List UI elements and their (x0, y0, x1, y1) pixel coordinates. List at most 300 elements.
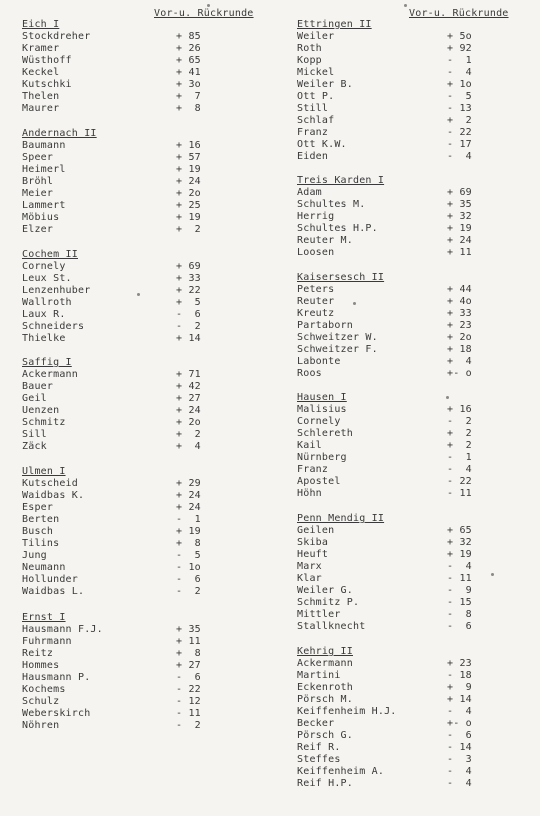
player-row (22, 261, 247, 273)
player-row (297, 754, 532, 766)
team-block (22, 357, 247, 453)
player-name: Schlereth (297, 428, 353, 439)
player-name: Pörsch G. (297, 730, 353, 741)
player-name: Labonte (297, 356, 341, 367)
player-score: + 24 (447, 235, 472, 246)
player-row (297, 416, 532, 428)
player-row (297, 67, 532, 79)
player-name: Tilins (22, 538, 60, 549)
team-block (22, 249, 247, 345)
player-score: - 17 (447, 139, 472, 150)
player-row (22, 562, 247, 574)
player-score: - 11 (447, 488, 472, 499)
player-score: + 71 (176, 369, 201, 380)
player-row (297, 296, 532, 308)
player-name: Heimerl (22, 164, 66, 175)
player-row (22, 273, 247, 285)
player-score: - 1 (447, 452, 472, 463)
player-row (22, 417, 247, 429)
player-name: Franz (297, 464, 329, 475)
player-score: - 11 (447, 573, 472, 584)
player-name: Eiden (297, 151, 329, 162)
ink-speck (491, 573, 494, 576)
player-score: + 3o (176, 79, 201, 90)
player-score: + 8 (176, 103, 201, 114)
player-row (22, 297, 247, 309)
player-name: Nürnberg (297, 452, 347, 463)
player-name: Stallknecht (297, 621, 366, 632)
player-row (22, 502, 247, 514)
player-score: + 5 (176, 297, 201, 308)
player-row (297, 658, 532, 670)
player-score: + 4 (447, 356, 472, 367)
player-row (297, 609, 532, 621)
player-name: Roth (297, 43, 322, 54)
player-row (22, 103, 247, 115)
player-score: + 2 (447, 440, 472, 451)
player-score: + 14 (176, 333, 201, 344)
player-row (297, 55, 532, 67)
player-score: + 23 (447, 658, 472, 669)
player-score: - 6 (176, 574, 201, 585)
player-row (297, 561, 532, 573)
player-score: + 11 (176, 636, 201, 647)
ink-speck (404, 4, 407, 7)
player-name: Keckel (22, 67, 60, 78)
player-row (297, 730, 532, 742)
player-score: + 57 (176, 152, 201, 163)
right-column-header: Vor-u. Rückrunde (409, 8, 509, 19)
player-name: Weberskirch (22, 708, 91, 719)
player-name: Jung (22, 550, 47, 561)
player-row (297, 332, 532, 344)
player-row (22, 333, 247, 345)
team-block (22, 128, 247, 236)
player-score: + 35 (447, 199, 472, 210)
player-score: - 14 (447, 742, 472, 753)
player-name: Waidbas L. (22, 586, 85, 597)
player-row (22, 309, 247, 321)
player-score: + 42 (176, 381, 201, 392)
player-name: Herrig (297, 211, 335, 222)
player-name: Cornely (22, 261, 66, 272)
player-name: Schweitzer W. (297, 332, 378, 343)
team-name: Ettringen II (297, 19, 372, 30)
player-row (297, 488, 532, 500)
player-score: + 26 (176, 43, 201, 54)
player-score: + 85 (176, 31, 201, 42)
player-row (297, 211, 532, 223)
player-name: Ott P. (297, 91, 335, 102)
player-name: Schulz (22, 696, 60, 707)
player-name: Kreutz (297, 308, 335, 319)
player-name: Kopp (297, 55, 322, 66)
player-row (297, 223, 532, 235)
player-name: Keiffenheim A. (297, 766, 385, 777)
player-row (22, 660, 247, 672)
player-name: Adam (297, 187, 322, 198)
player-score: + 1o (447, 79, 472, 90)
player-name: Steffes (297, 754, 341, 765)
player-row (297, 344, 532, 356)
player-name: Marx (297, 561, 322, 572)
player-score: - 6 (447, 621, 472, 632)
player-row (297, 139, 532, 151)
player-score: +- o (447, 718, 472, 729)
player-row (22, 538, 247, 550)
player-name: Nöhren (22, 720, 60, 731)
player-row (297, 476, 532, 488)
player-name: Thelen (22, 91, 60, 102)
player-score: - 1o (176, 562, 201, 573)
player-name: Geil (22, 393, 47, 404)
player-row (22, 526, 247, 538)
team-name: Penn Mendig II (297, 513, 385, 524)
player-row (22, 43, 247, 55)
player-row (22, 91, 247, 103)
player-row (22, 624, 247, 636)
player-name: Skiba (297, 537, 329, 548)
player-row (297, 440, 532, 452)
player-score: + 19 (447, 549, 472, 560)
team-block (297, 19, 532, 163)
player-row (297, 356, 532, 368)
team-name: Kaisersesch II (297, 272, 385, 283)
player-name: Mittler (297, 609, 341, 620)
player-row (297, 284, 532, 296)
player-name: Möbius (22, 212, 60, 223)
player-name: Höhn (297, 488, 322, 499)
player-score: + 69 (176, 261, 201, 272)
player-score: - 6 (176, 672, 201, 683)
player-name: Roos (297, 368, 322, 379)
player-row (22, 514, 247, 526)
player-name: Kramer (22, 43, 60, 54)
player-name: Speer (22, 152, 54, 163)
player-score: + 2o (176, 417, 201, 428)
player-score: - 4 (447, 464, 472, 475)
team-name: Saffig I (22, 357, 72, 368)
player-name: Bauer (22, 381, 54, 392)
player-score: + 35 (176, 624, 201, 635)
player-name: Peters (297, 284, 335, 295)
player-name: Uenzen (22, 405, 60, 416)
player-row (297, 766, 532, 778)
player-name: Becker (297, 718, 335, 729)
player-name: Schultes M. (297, 199, 366, 210)
player-score: + 9 (447, 682, 472, 693)
player-row (297, 368, 532, 380)
player-score: + 24 (176, 490, 201, 501)
player-score: - 4 (447, 67, 472, 78)
player-name: Baumann (22, 140, 66, 151)
player-score: + 16 (176, 140, 201, 151)
player-name: Stockdreher (22, 31, 91, 42)
player-name: Schmitz (22, 417, 66, 428)
player-score: + 5o (447, 31, 472, 42)
team-name: Ulmen I (22, 466, 66, 477)
player-score: + 22 (176, 285, 201, 296)
player-score: + 27 (176, 660, 201, 671)
player-row (297, 151, 532, 163)
player-name: Leux St. (22, 273, 72, 284)
player-name: Heuft (297, 549, 329, 560)
player-row (297, 464, 532, 476)
player-score: + 44 (447, 284, 472, 295)
player-name: Cornely (297, 416, 341, 427)
player-row (22, 648, 247, 660)
player-score: - 2 (176, 586, 201, 597)
player-row (22, 381, 247, 393)
player-row (22, 393, 247, 405)
player-score: + 23 (447, 320, 472, 331)
player-row (22, 164, 247, 176)
player-row (22, 224, 247, 236)
player-name: Pörsch M. (297, 694, 353, 705)
team-block (297, 175, 532, 259)
player-score: + 65 (176, 55, 201, 66)
team-block (22, 19, 247, 115)
team-block (297, 392, 532, 500)
player-score: + 8 (176, 538, 201, 549)
player-score: - 4 (447, 706, 472, 717)
player-score: + 69 (447, 187, 472, 198)
player-score: - 22 (447, 476, 472, 487)
player-name: Sill (22, 429, 47, 440)
player-name: Busch (22, 526, 54, 537)
player-name: Hollunder (22, 574, 78, 585)
player-score: +- o (447, 368, 472, 379)
player-score: + 11 (447, 247, 472, 258)
player-score: - 12 (176, 696, 201, 707)
player-name: Reif R. (297, 742, 341, 753)
player-score: - 9 (447, 585, 472, 596)
player-row (22, 321, 247, 333)
player-row (297, 670, 532, 682)
player-row (297, 778, 532, 790)
player-score: + 2 (176, 429, 201, 440)
player-row (22, 586, 247, 598)
player-name: Kail (297, 440, 322, 451)
player-name: Neumann (22, 562, 66, 573)
player-name: Franz (297, 127, 329, 138)
player-score: + 2o (176, 188, 201, 199)
player-name: Keiffenheim H.J. (297, 706, 397, 717)
team-name: Eich I (22, 19, 60, 30)
player-row (297, 718, 532, 730)
player-row (22, 140, 247, 152)
team-name: Cochem II (22, 249, 78, 260)
player-score: + 18 (447, 344, 472, 355)
player-name: Ackermann (297, 658, 353, 669)
player-score: - 4 (447, 561, 472, 572)
player-score: + 2o (447, 332, 472, 343)
team-name: Hausen I (297, 392, 347, 403)
player-name: Still (297, 103, 329, 114)
player-score: + 92 (447, 43, 472, 54)
player-score: - 18 (447, 670, 472, 681)
player-row (22, 490, 247, 502)
player-score: + 24 (176, 176, 201, 187)
player-score: - 8 (447, 609, 472, 620)
player-name: Bröhl (22, 176, 54, 187)
player-row (22, 212, 247, 224)
player-row (22, 574, 247, 586)
player-name: Kutscheid (22, 478, 78, 489)
player-row (297, 585, 532, 597)
player-name: Ackermann (22, 369, 78, 380)
player-row (297, 549, 532, 561)
player-row (297, 621, 532, 633)
player-score: - 1 (176, 514, 201, 525)
player-name: Thielke (22, 333, 66, 344)
player-row (22, 67, 247, 79)
player-name: Weiler (297, 31, 335, 42)
player-row (297, 115, 532, 127)
player-row (22, 405, 247, 417)
ink-speck (207, 4, 210, 7)
player-row (22, 720, 247, 732)
player-row (22, 684, 247, 696)
player-row (297, 682, 532, 694)
player-name: Maurer (22, 103, 60, 114)
player-name: Fuhrmann (22, 636, 72, 647)
player-name: Zäck (22, 441, 47, 452)
player-name: Schweitzer F. (297, 344, 378, 355)
team-block (297, 513, 532, 633)
player-row (297, 79, 532, 91)
player-score: + 25 (176, 200, 201, 211)
player-row (297, 404, 532, 416)
player-score: - 1 (447, 55, 472, 66)
player-name: Eckenroth (297, 682, 353, 693)
player-name: Kochems (22, 684, 66, 695)
player-score: - 4 (447, 766, 472, 777)
player-row (22, 176, 247, 188)
player-name: Laux R. (22, 309, 66, 320)
player-name: Hommes (22, 660, 60, 671)
player-row (297, 103, 532, 115)
player-row (297, 235, 532, 247)
player-row (22, 478, 247, 490)
player-name: Berten (22, 514, 60, 525)
ink-speck (446, 396, 449, 399)
player-score: - 22 (447, 127, 472, 138)
player-score: + 32 (447, 537, 472, 548)
player-score: + 32 (447, 211, 472, 222)
player-row (297, 706, 532, 718)
player-name: Meier (22, 188, 54, 199)
player-row (297, 452, 532, 464)
player-name: Schmitz P. (297, 597, 360, 608)
player-score: + 24 (176, 502, 201, 513)
player-score: - 2 (176, 321, 201, 332)
player-name: Weiler B. (297, 79, 353, 90)
player-row (297, 91, 532, 103)
player-score: + 33 (176, 273, 201, 284)
team-block (297, 646, 532, 790)
player-name: Reuter M. (297, 235, 353, 246)
player-name: Waidbas K. (22, 490, 85, 501)
player-score: + 19 (176, 526, 201, 537)
player-name: Partaborn (297, 320, 353, 331)
team-name: Ernst I (22, 612, 66, 623)
player-name: Apostel (297, 476, 341, 487)
player-row (22, 200, 247, 212)
ink-speck (353, 302, 356, 305)
player-name: Schultes H.P. (297, 223, 378, 234)
player-row (297, 694, 532, 706)
player-score: - 6 (176, 309, 201, 320)
player-name: Loosen (297, 247, 335, 258)
player-row (22, 79, 247, 91)
player-name: Schlaf (297, 115, 335, 126)
player-row (297, 31, 532, 43)
player-score: + 24 (176, 405, 201, 416)
player-score: + 65 (447, 525, 472, 536)
player-row (297, 247, 532, 259)
player-score: - 4 (447, 151, 472, 162)
player-name: Geilen (297, 525, 335, 536)
player-row (297, 573, 532, 585)
player-row (22, 441, 247, 453)
player-name: Elzer (22, 224, 54, 235)
player-name: Hausmann P. (22, 672, 91, 683)
player-row (22, 55, 247, 67)
player-name: Klar (297, 573, 322, 584)
team-block (297, 272, 532, 380)
player-name: Kutschki (22, 79, 72, 90)
player-name: Reif H.P. (297, 778, 353, 789)
player-row (22, 188, 247, 200)
player-score: + 2 (447, 115, 472, 126)
player-score: - 4 (447, 778, 472, 789)
player-name: Esper (22, 502, 54, 513)
team-block (22, 612, 247, 732)
player-score: + 27 (176, 393, 201, 404)
player-name: Malisius (297, 404, 347, 415)
team-name: Treis Karden I (297, 175, 385, 186)
player-name: Mickel (297, 67, 335, 78)
player-row (297, 742, 532, 754)
player-score: + 33 (447, 308, 472, 319)
team-name: Andernach II (22, 128, 97, 139)
team-name: Kehrig II (297, 646, 353, 657)
player-score: + 2 (447, 428, 472, 439)
team-block (22, 466, 247, 598)
player-score: + 19 (176, 212, 201, 223)
player-score: - 2 (447, 416, 472, 427)
player-name: Wallroth (22, 297, 72, 308)
player-row (22, 672, 247, 684)
player-name: Weiler G. (297, 585, 353, 596)
player-score: + 14 (447, 694, 472, 705)
player-row (22, 152, 247, 164)
player-name: Ott K.W. (297, 139, 347, 150)
player-row (297, 525, 532, 537)
player-row (22, 550, 247, 562)
player-name: Hausmann F.J. (22, 624, 103, 635)
player-row (297, 127, 532, 139)
player-score: - 15 (447, 597, 472, 608)
player-score: - 5 (447, 91, 472, 102)
player-name: Lenzenhuber (22, 285, 91, 296)
player-score: - 22 (176, 684, 201, 695)
player-name: Reitz (22, 648, 54, 659)
player-score: - 5 (176, 550, 201, 561)
player-score: + 19 (447, 223, 472, 234)
player-row (22, 369, 247, 381)
